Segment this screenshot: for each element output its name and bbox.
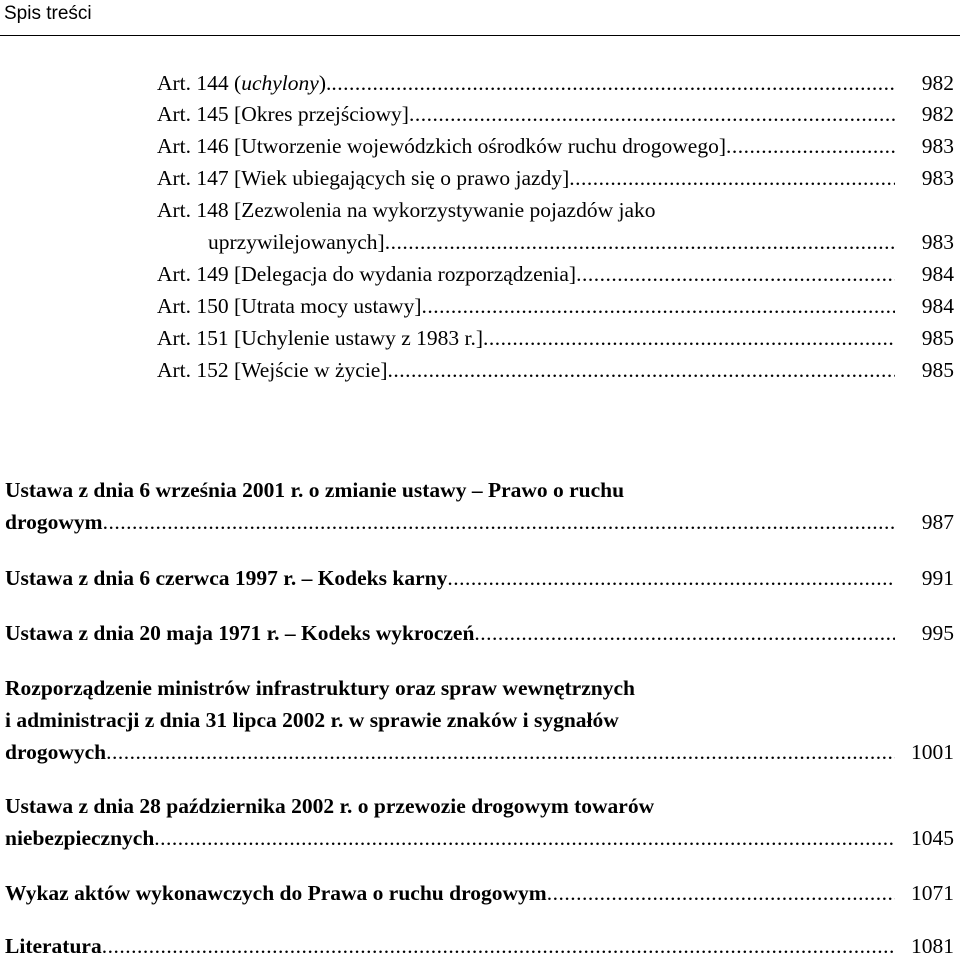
dot-leader xyxy=(576,260,895,288)
page-number: 985 xyxy=(921,326,954,350)
entry-text: Ustawa z dnia 6 czerwca 1997 r. – Kodeks karny xyxy=(5,566,448,590)
page-number: 1081 xyxy=(911,934,954,958)
dot-leader xyxy=(726,132,895,160)
dot-leader xyxy=(331,69,895,97)
toc-entry[interactable] xyxy=(157,260,954,288)
header-rule xyxy=(0,35,960,36)
toc-entry[interactable] xyxy=(157,324,954,352)
toc-entry-line[interactable]: i administracji z dnia 31 lipca 2002 r. w sprawie znaków i sygnałów xyxy=(5,708,619,732)
entry-text: Art. 144 ( xyxy=(157,71,242,95)
dot-leader xyxy=(103,508,895,536)
dot-leader xyxy=(409,100,895,128)
toc-entry[interactable] xyxy=(5,508,954,536)
page-number: 982 xyxy=(921,102,954,126)
page-number: 1001 xyxy=(911,740,954,764)
entry-text: Art. 152 [Wejście w życie] xyxy=(157,358,388,382)
entry-text: niebezpiecznych xyxy=(5,826,155,850)
dot-leader xyxy=(422,292,896,320)
entry-text: Literatura xyxy=(5,934,102,958)
toc-entry[interactable] xyxy=(5,879,954,907)
page-number: 984 xyxy=(921,262,954,286)
dot-leader xyxy=(102,932,895,960)
dot-leader xyxy=(106,738,895,766)
page-number: 984 xyxy=(921,294,954,318)
entry-text: drogowym xyxy=(5,510,103,534)
toc-entry-line[interactable]: Art. 148 [Zezwolenia na wykorzystywanie pojazdów jako xyxy=(157,198,656,222)
dot-leader xyxy=(569,164,895,192)
page-header xyxy=(0,0,960,36)
entry-text: Art. 149 [Delegacja do wydania rozporządzenia] xyxy=(157,262,577,286)
dot-leader xyxy=(547,879,895,907)
entry-text-italic: uchylony xyxy=(241,71,319,95)
page-number: 983 xyxy=(921,134,954,158)
entry-text: Ustawa z dnia 20 maja 1971 r. – Kodeks wykroczeń xyxy=(5,621,475,645)
page-number: 1045 xyxy=(911,826,954,850)
toc-entry-line[interactable]: Ustawa z dnia 6 września 2001 r. o zmianie ustawy – Prawo o ruchu xyxy=(5,478,625,502)
toc-entry[interactable] xyxy=(157,356,954,384)
entry-text: uprzywilejowanych] xyxy=(208,230,385,254)
toc-entry-line[interactable]: Ustawa z dnia 28 października 2002 r. o przewozie drogowym towarów xyxy=(5,794,655,818)
toc-entry[interactable] xyxy=(157,69,954,97)
entry-text: Art. 151 [Uchylenie ustawy z 1983 r.] xyxy=(157,326,484,350)
page-number: 983 xyxy=(921,166,954,190)
page-number: 995 xyxy=(921,621,954,645)
dot-leader xyxy=(154,824,895,852)
page-number: 987 xyxy=(921,510,954,534)
entry-text: Art. 145 [Okres przejściowy] xyxy=(157,102,409,126)
toc-entry[interactable] xyxy=(157,132,954,160)
dot-leader xyxy=(385,228,895,256)
dot-leader xyxy=(474,619,895,647)
toc-entry[interactable] xyxy=(5,619,954,647)
dot-leader xyxy=(388,356,896,384)
page-number: 991 xyxy=(921,566,954,590)
entry-text: drogowych xyxy=(5,740,107,764)
toc-entry[interactable] xyxy=(208,228,954,256)
header-title: Spis treści xyxy=(4,3,92,24)
toc-entry[interactable] xyxy=(5,932,954,960)
entry-text: Wykaz aktów wykonawczych do Prawa o ruchu drogowym xyxy=(5,881,547,905)
dot-leader xyxy=(447,564,895,592)
toc-entry[interactable] xyxy=(157,292,954,320)
entry-text: Art. 146 [Utworzenie wojewódzkich ośrodków ruchu drogowego] xyxy=(157,134,727,158)
entry-text: ). xyxy=(318,71,332,95)
toc-entry[interactable] xyxy=(157,100,954,128)
dot-leader xyxy=(483,324,895,352)
page-number: 985 xyxy=(921,358,954,382)
toc-entry[interactable] xyxy=(157,164,954,192)
toc-entry[interactable] xyxy=(5,824,954,852)
toc-entry-line[interactable]: Rozporządzenie ministrów infrastruktury oraz spraw wewnętrznych xyxy=(5,676,635,700)
page-number: 983 xyxy=(921,230,954,254)
page-number: 982 xyxy=(921,71,954,95)
entry-text: Art. 150 [Utrata mocy ustawy] xyxy=(157,294,422,318)
toc-entry[interactable] xyxy=(5,564,954,592)
page-number: 1071 xyxy=(911,881,954,905)
toc-entry[interactable] xyxy=(5,738,954,766)
entry-text: Art. 147 [Wiek ubiegających się o prawo jazdy] xyxy=(157,166,570,190)
